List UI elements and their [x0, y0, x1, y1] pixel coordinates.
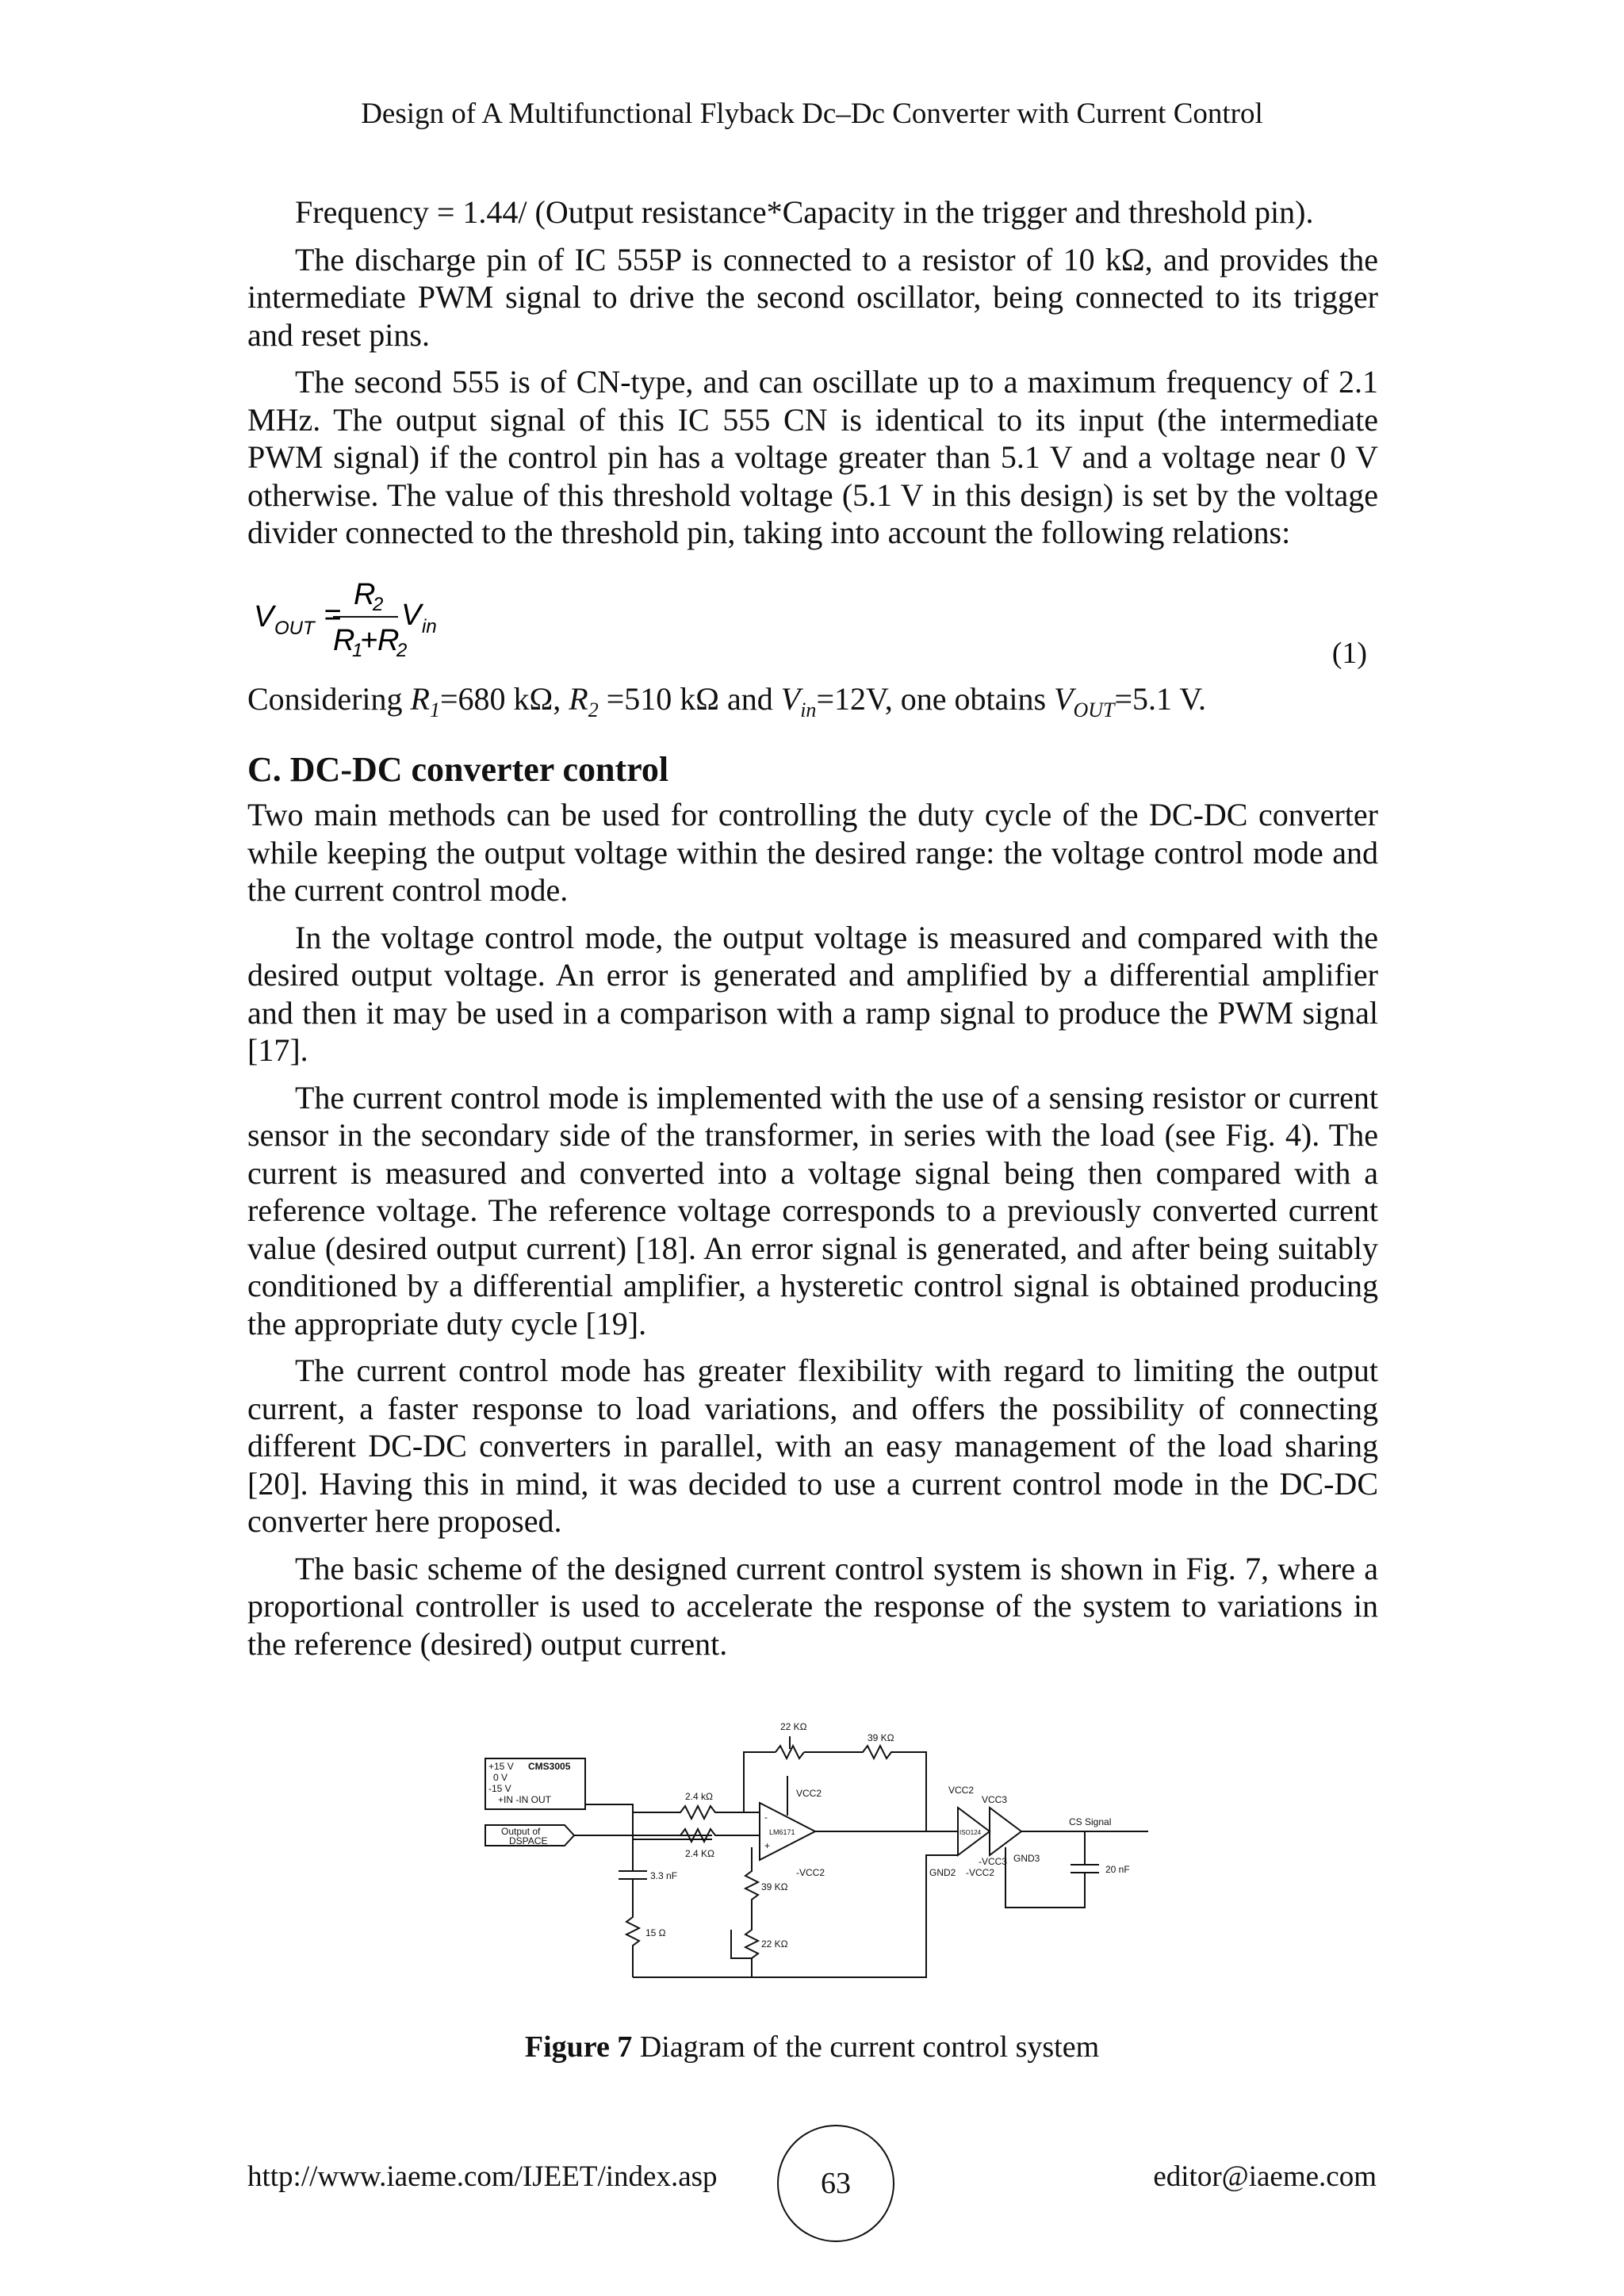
- label-mvcc2-amp: -VCC2: [796, 1867, 825, 1878]
- wire-ground-bus: [633, 1855, 958, 1977]
- resistor-15: [626, 1879, 639, 1977]
- page-number: 63: [777, 2125, 894, 2242]
- equation-formula: [251, 572, 568, 675]
- label-r-22k-top: 22 KΩ: [780, 1721, 807, 1732]
- paragraph-considering: [247, 680, 1378, 729]
- pot-bottom-wire: [731, 1930, 752, 1958]
- label-supply-0: 0 V: [493, 1772, 508, 1783]
- figure-caption: [0, 2030, 1624, 2064]
- eq-rhs-sub: in: [422, 615, 437, 637]
- eq-den-r2-sub: 2: [396, 639, 408, 661]
- text-run: =12V, one obtains: [816, 680, 1055, 717]
- paragraph-basic-scheme: The basic scheme of the designed current control system is shown in Fig. 7, where a proportional controller is used to accelerate the response of the system to variations in the reference (desired) output current.: [247, 1550, 1378, 1662]
- text-run: =680 kΩ,: [439, 680, 569, 717]
- label-opamp-minus: -: [764, 1812, 768, 1823]
- eq-equals: =: [324, 598, 342, 632]
- paragraph-current-mode: The current control mode is implemented with the use of a sensing resistor or current sensor in the secondary side of the transformer, in series with the load (see Fig. 4). The current is measured and converted into a voltage signal being then compared with a reference voltage. The reference voltage corresponds to a previously converted current value (desired output current) [18]. An error signal is generated, and after being suitably conditioned by a differential amplifier, a hysteretic control signal is obtained producing the appropriate duty cycle [19].: [247, 1079, 1378, 1341]
- figure-caption-text: Diagram of the current control system: [632, 2030, 1100, 2064]
- eq-den-plus: +: [360, 623, 378, 657]
- eq-den-r2: R: [377, 623, 400, 657]
- text-run: Considering: [247, 680, 411, 717]
- var-r2: R: [569, 680, 588, 717]
- eq-den-r1: R: [333, 623, 355, 657]
- paragraph-voltage-mode: In the voltage control mode, the output voltage is measured and compared with the desired output voltage. An error is generated and amplified by a differential amplifier and then it may be used in a comparison with a ramp signal to produce the PWM signal [17].: [247, 919, 1378, 1068]
- label-r-15: 15 Ω: [645, 1927, 666, 1938]
- label-gnd2: GND2: [929, 1867, 956, 1878]
- eq-numerator: R: [354, 577, 376, 611]
- resistor-39k-top: [804, 1746, 926, 1831]
- equation-1: [247, 561, 1378, 680]
- label-supply-m15: -15 V: [488, 1783, 511, 1794]
- figure-7-diagram: [482, 1720, 1148, 1998]
- label-dspace-1: Output of: [501, 1826, 541, 1837]
- label-iso: ISO124: [959, 1829, 982, 1836]
- resistor-22k-bot: [745, 1919, 758, 1977]
- label-cs-signal: CS Signal: [1069, 1816, 1112, 1827]
- paragraph-discharge-pin: The discharge pin of IC 555P is connected to a resistor of 10 kΩ, and provides the intermediate PWM signal to drive the second oscillator, being connected to its trigger and reset pins.: [247, 241, 1378, 353]
- paragraph-flexibility: The current control mode has greater flexibility with regard to limiting the output current, a faster response to load variations, and offers the possibility of connecting different DC-DC converters in parallel, with an easy management of the load sharing [20]. Having this in mind, it was decided to use a current control mode in the DC-DC converter here proposed.: [247, 1353, 1378, 1539]
- var-vout: V: [1054, 680, 1074, 717]
- var-r1-sub: 1: [429, 698, 440, 721]
- label-vcc3: VCC3: [982, 1794, 1008, 1805]
- footer-url[interactable]: http://www.iaeme.com/IJEET/index.asp: [247, 2160, 718, 2193]
- page-body: [247, 193, 1378, 1672]
- paragraph-second-555: The second 555 is of CN-type, and can oscillate up to a maximum frequency of 2.1 MHz. The output signal of this IC 555 CN is identical to its input (the intermediate PWM signal) if the control pin has a voltage greater than 5.1 V and a voltage near 0 V otherwise. The value of this threshold voltage (5.1 V in this design) is set by the voltage divider connected to the threshold pin, taking into account the following relations:: [247, 364, 1378, 550]
- label-opamp-plus: +: [764, 1840, 771, 1851]
- equation-number: (1): [1331, 636, 1367, 670]
- label-vcc2-iso: VCC2: [948, 1785, 975, 1796]
- label-r-39k-bot: 39 KΩ: [761, 1881, 788, 1892]
- label-r-2-4k-a: 2.4 kΩ: [685, 1791, 713, 1802]
- circuit-schematic: [482, 1720, 1148, 1998]
- var-vin: V: [780, 680, 801, 717]
- eq-lhs-sub: OUT: [274, 617, 315, 639]
- var-r1: R: [410, 680, 430, 717]
- resistor-39k-bot: [745, 1847, 758, 1919]
- var-r2-sub: 2: [588, 698, 599, 721]
- label-mvcc2-iso: -VCC2: [966, 1867, 995, 1878]
- running-title: Design of A Multifunctional Flyback Dc–Dc Converter with Current Control: [361, 98, 1263, 130]
- label-vcc2-amp: VCC2: [796, 1788, 822, 1799]
- label-c-20n: 20 nF: [1105, 1864, 1130, 1875]
- eq-den-r1-sub: 1: [352, 639, 363, 661]
- paragraph-two-methods: Two main methods can be used for controlling the duty cycle of the DC-DC converter while keeping the output voltage within the desired range: the voltage control mode and the current control mode.: [247, 797, 1378, 908]
- label-opamp: LM6171: [769, 1828, 795, 1836]
- paragraph-frequency: Frequency = 1.44/ (Output resistance*Capacity in the trigger and threshold pin).: [295, 194, 1314, 230]
- text-run: =5.1 V.: [1114, 680, 1207, 717]
- wire-sensor-out: [585, 1804, 712, 1839]
- eq-lhs: V: [254, 599, 274, 633]
- resistor-2-4k-a: [633, 1806, 760, 1819]
- label-r-2-4k-b: 2.4 KΩ: [685, 1848, 714, 1859]
- label-sensor-pins: +IN -IN OUT: [498, 1794, 552, 1805]
- eq-numerator-sub: 2: [373, 593, 384, 615]
- footer-email[interactable]: editor@iaeme.com: [1153, 2160, 1377, 2193]
- label-dspace-2: DSPACE: [509, 1835, 548, 1846]
- label-supply-15: +15 V: [488, 1761, 514, 1772]
- figure-caption-label: Figure 7: [524, 2030, 633, 2064]
- var-vin-sub: in: [800, 698, 817, 721]
- label-gnd3: GND3: [1013, 1853, 1040, 1864]
- section-heading: C. DC-DC converter control: [247, 750, 669, 789]
- eq-rhs: V: [401, 598, 422, 632]
- label-c-3-3n: 3.3 nF: [650, 1870, 678, 1881]
- label-r-22k-bot: 22 KΩ: [761, 1938, 788, 1950]
- label-r-39k-top: 39 KΩ: [868, 1732, 894, 1743]
- label-sensor: CMS3005: [528, 1761, 571, 1772]
- label-mvcc3: -VCC3: [979, 1856, 1008, 1867]
- text-run: =510 kΩ and: [598, 680, 781, 717]
- var-vout-sub: OUT: [1073, 698, 1115, 721]
